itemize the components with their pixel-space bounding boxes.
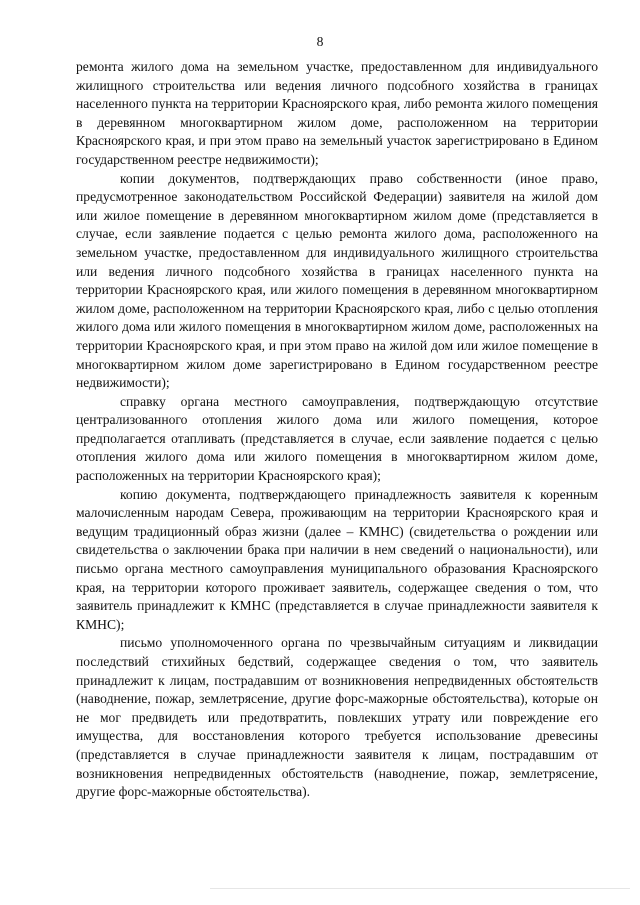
paragraph-repair-continuation: ремонта жилого дома на земельном участке, предоставленном для индивидуального жилищного строительства или ведения личного подсобного хозяйства в границах населенного пункта на территории Красноярского края, либо ремонта жилого помещения в деревянном многоквартирном жилом доме, расположенном на территории Красноярского края, и при этом право на земельный участок зарегистрировано в Едином государственном реестре недвижимости);	[76, 59, 598, 167]
paragraph-ownership-documents: копии документов, подтверждающих право собственности (иное право, предусмотренное законодательством Российской Федерации) заявителя на жилой дом или жилое помещение в деревянном многоквартирном жилом доме (представляется в случае, если заявление подается с целью ремонта жилого дома, расположенного на земельном участке, предоставленном для индивидуального жилищного строительства или ведения личного подсобного хозяйства в границах населенного пункта на территории Красноярского края, или жилого помещения в деревянном многоквартирном жилом доме, расположенном на территории Красноярского края, либо с целью отопления жилого дома или жилого помещения в многоквартирном жилом доме, расположенных на территории Красноярского края, и при этом право на жилой дом или жилое помещение в многоквартирном жилом доме зарегистрировано в Едином государственном реестре недвижимости);	[76, 170, 598, 391]
document-body	[76, 58, 598, 802]
paragraph-kmns-document: копию документа, подтверждающего принадлежность заявителя к коренным малочисленным народам Севера, проживающим на территории Красноярского края и ведущим традиционный образ жизни (далее – КМНС) (свидетельства о рождении или свидетельства о заключении брака при наличии в нем сведений о национальности), или письмо органа местного самоуправления муниципального образования Красноярского края, на территории которого проживает заявитель, содержащее сведения о том, что заявитель принадлежит к КМНС (представляется в случае принадлежности заявителя к КМНС);	[76, 486, 598, 632]
footer-rule	[210, 888, 630, 889]
paragraph-emergency-letter: письмо уполномоченного органа по чрезвычайным ситуациям и ликвидации последствий стихийных бедствий, содержащее сведения о том, что заявитель принадлежит к лицам, пострадавшим от возникновения непредвиденных обстоятельств (наводнение, пожар, землетрясение, другие форс-мажорные обстоятельства), которые он не мог предвидеть или предотвратить, повлекших утрату или повреждение его имущества, для восстановления которого требуется использование древесины (представляется в случае принадлежности заявителя к лицам, пострадавшим от возникновения непредвиденных обстоятельств (наводнение, пожар, землетрясение, другие форс-мажорные обстоятельства).	[76, 635, 598, 800]
page-number: 8	[316, 34, 324, 49]
paragraph-heating-certificate: справку органа местного самоуправления, подтверждающую отсутствие централизованного отопления жилого дома или жилого помещения, которое предполагается отапливать (представляется в случае, если заявление подается с целью отопления жилого дома или жилого помещения в многоквартирном жилом доме, расположенных на территории Красноярского края);	[76, 393, 598, 484]
